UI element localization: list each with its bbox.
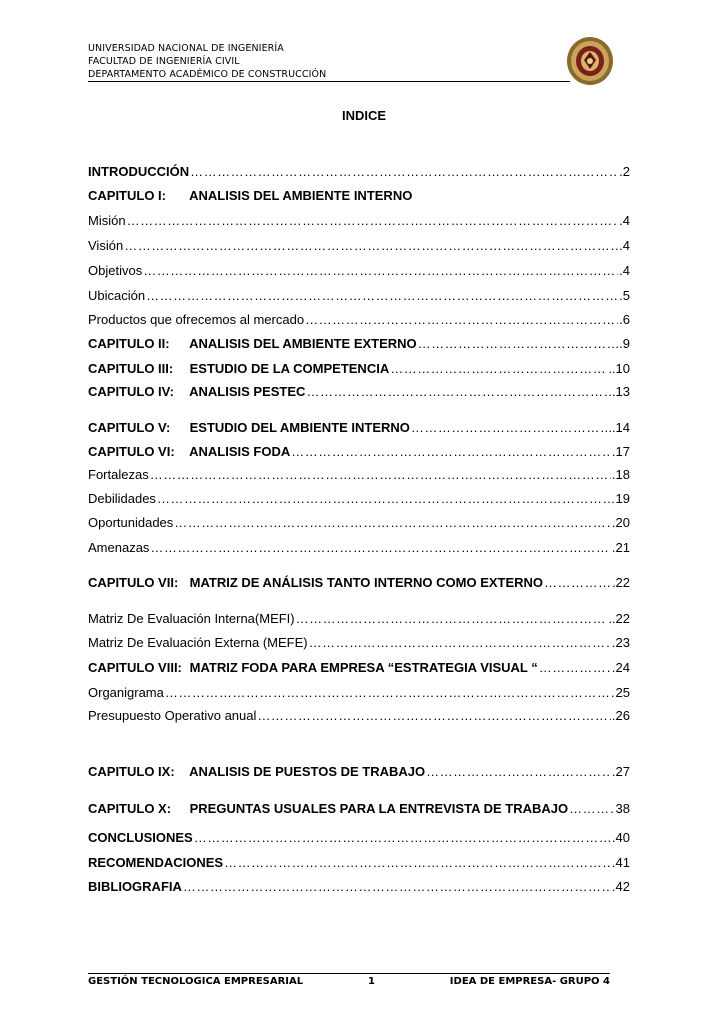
toc-dot-leader <box>411 420 607 435</box>
toc-dot-leader <box>150 467 611 482</box>
toc-page-number: 25 <box>615 685 630 700</box>
toc-chapter-title: ANALISIS PESTEC <box>189 384 306 399</box>
toc-dot-leader <box>124 238 622 253</box>
toc-chapter-number: CAPITULO III: <box>88 361 174 376</box>
toc-entry-label: Matriz De Evaluación Externa (MEFE) <box>88 635 308 650</box>
toc-entry-label: Debilidades <box>88 491 156 506</box>
toc-entry <box>88 263 630 281</box>
toc-page-number: .21 <box>611 540 630 555</box>
toc-entry <box>88 685 630 703</box>
toc-page-number: .9 <box>619 336 630 351</box>
toc-entry <box>88 238 630 256</box>
toc-chapter-title: ANALISIS DEL AMBIENTE INTERNO <box>189 188 413 203</box>
toc-chapter-number: CAPITULO V: <box>88 420 171 435</box>
toc-dot-leader <box>150 540 611 555</box>
toc-page-number: .40 <box>611 830 630 845</box>
toc-entry <box>88 361 630 379</box>
toc-dot-leader <box>165 685 615 700</box>
toc-chapter-number: CAPITULO I: <box>88 188 166 203</box>
toc-page-number: .24 <box>611 660 630 675</box>
toc-entry-label <box>88 384 305 399</box>
toc-entry-label: Oportunidades <box>88 515 174 530</box>
toc-page-number: .6 <box>619 312 630 327</box>
toc-entry <box>88 575 630 593</box>
toc-entry <box>88 801 630 819</box>
toc-chapter-title: ANALISIS DEL AMBIENTE EXTERNO <box>189 336 417 351</box>
toc-page-number: .41 <box>611 855 630 870</box>
toc-page-number: .26 <box>611 708 630 723</box>
toc-page-number: .18 <box>611 467 630 482</box>
toc-page-number: 22 <box>615 575 630 590</box>
toc-page-number: 19 <box>615 491 630 506</box>
toc-entry <box>88 288 630 306</box>
toc-entry-label: Misión <box>88 213 126 228</box>
toc-entry <box>88 660 630 678</box>
toc-entry <box>88 879 630 897</box>
toc-dot-leader <box>569 801 614 816</box>
toc-entry <box>88 830 630 848</box>
toc-entry <box>88 491 630 509</box>
toc-chapter-number: CAPITULO VI: <box>88 444 175 459</box>
toc-dot-leader <box>174 515 611 530</box>
toc-entry-label: Matriz De Evaluación Interna(MEFI) <box>88 611 295 626</box>
toc-entry-label <box>88 420 410 435</box>
toc-chapter-title: ESTUDIO DEL AMBIENTE INTERNO <box>189 420 410 435</box>
footer-page-number: 1 <box>368 976 375 987</box>
header-department: DEPARTAMENTO ACADÉMICO DE CONSTRUCCIÓN <box>88 68 570 82</box>
toc-entry-label: Organigrama <box>88 685 164 700</box>
toc-entry-label <box>88 575 543 590</box>
toc-dot-leader <box>390 361 607 376</box>
toc-dot-leader <box>418 336 618 351</box>
toc-page-number: .27 <box>611 764 630 779</box>
toc-page-number: ..10 <box>608 361 630 376</box>
page-footer <box>88 973 610 987</box>
toc-entry <box>88 515 630 533</box>
toc-chapter-title: ANALISIS FODA <box>189 444 291 459</box>
toc-chapter-number: CAPITULO X: <box>88 801 172 816</box>
toc-entry-label <box>88 361 389 376</box>
toc-entry <box>88 164 630 182</box>
toc-dot-leader <box>146 288 618 303</box>
toc-dot-leader <box>143 263 618 278</box>
toc-page-number: .13 <box>611 384 630 399</box>
toc-entry-label: BIBLIOGRAFIA <box>88 879 182 894</box>
toc-page-number: .5 <box>619 288 630 303</box>
toc-page-number: 4 <box>622 238 630 253</box>
toc-dot-leader <box>426 764 611 779</box>
toc-chapter-title: PREGUNTAS USUALES PARA LA ENTREVISTA DE TRABAJO <box>189 801 569 816</box>
toc-page-number: ..14 <box>608 420 630 435</box>
toc-entry <box>88 188 630 206</box>
toc-chapter-title: MATRIZ DE ANÁLISIS TANTO INTERNO COMO EXTERNO <box>189 575 544 590</box>
toc-entry-label <box>88 764 425 779</box>
toc-dot-leader <box>183 879 611 894</box>
toc-entry-label <box>88 660 538 675</box>
toc-entry-label <box>88 336 417 351</box>
toc-entry <box>88 467 630 485</box>
toc-entry-label: CONCLUSIONES <box>88 830 193 845</box>
toc-entry <box>88 312 630 330</box>
toc-dot-leader <box>257 708 611 723</box>
toc-page-number: .42 <box>611 879 630 894</box>
toc-dot-leader <box>224 855 611 870</box>
page-header <box>88 42 570 82</box>
toc-dot-leader <box>306 384 610 399</box>
university-seal-icon <box>565 36 615 86</box>
toc-dot-leader <box>539 660 611 675</box>
toc-page-number: .17 <box>611 444 630 459</box>
toc-entry <box>88 384 630 402</box>
toc-dot-leader <box>194 830 611 845</box>
page-title: INDICE <box>341 108 387 123</box>
toc-page-number: .20 <box>611 515 630 530</box>
toc-entry-label <box>88 444 290 459</box>
toc-entry-label: Fortalezas <box>88 467 149 482</box>
footer-group: IDEA DE EMPRESA- GRUPO 4 <box>449 976 610 987</box>
toc-chapter-number: CAPITULO IX: <box>88 764 175 779</box>
toc-entry-label <box>88 188 412 203</box>
toc-entry <box>88 635 630 653</box>
toc-entry <box>88 420 630 438</box>
toc-page-number: ..22 <box>608 611 630 626</box>
toc-entry <box>88 213 630 231</box>
toc-page-number: 38 <box>615 801 630 816</box>
toc-chapter-number: CAPITULO II: <box>88 336 170 351</box>
toc-entry-label: Presupuesto Operativo anual <box>88 708 257 723</box>
toc-entry <box>88 764 630 782</box>
toc-chapter-title: ESTUDIO DE LA COMPETENCIA <box>189 361 390 376</box>
toc-entry <box>88 611 630 629</box>
toc-entry-label: Ubicación <box>88 288 146 303</box>
toc-entry <box>88 444 630 462</box>
toc-page-number: .2 <box>619 164 630 179</box>
toc-page-number: .4 <box>619 213 630 228</box>
toc-chapter-number: CAPITULO VIII: <box>88 660 182 675</box>
toc-entry-label: Productos que ofrecemos al mercado <box>88 312 305 327</box>
footer-course: GESTIÓN TECNOLOGICA EMPRESARIAL <box>88 976 304 987</box>
toc-dot-leader <box>190 164 618 179</box>
toc-dot-leader <box>305 312 618 327</box>
toc-dot-leader <box>309 635 611 650</box>
toc-entry <box>88 540 630 558</box>
toc-entry <box>88 855 630 873</box>
toc-entry-label: RECOMENDACIONES <box>88 855 224 870</box>
toc-entry <box>88 708 630 726</box>
toc-entry-label: INTRODUCCIÓN <box>88 164 190 179</box>
toc-dot-leader <box>296 611 608 626</box>
toc-dot-leader <box>291 444 611 459</box>
toc-entry-label: Amenazas <box>88 540 150 555</box>
toc-chapter-number: CAPITULO IV: <box>88 384 174 399</box>
toc-dot-leader <box>127 213 619 228</box>
toc-entry-label: Objetivos <box>88 263 143 278</box>
header-university: UNIVERSIDAD NACIONAL DE INGENIERÍA <box>88 43 284 54</box>
toc-dot-leader <box>544 575 615 590</box>
toc-dot-leader <box>157 491 615 506</box>
toc-page-number: .23 <box>611 635 630 650</box>
toc-entry-label <box>88 801 568 816</box>
toc-entry-label: Visión <box>88 238 124 253</box>
toc-chapter-number: CAPITULO VII: <box>88 575 179 590</box>
toc-chapter-title: MATRIZ FODA PARA EMPRESA “ESTRATEGIA VISUAL “ <box>189 660 538 675</box>
header-faculty: FACULTAD DE INGENIERÍA CIVIL <box>88 56 240 67</box>
toc-chapter-title: ANALISIS DE PUESTOS DE TRABAJO <box>189 764 426 779</box>
toc-page-number: .4 <box>619 263 630 278</box>
toc-entry <box>88 336 630 354</box>
